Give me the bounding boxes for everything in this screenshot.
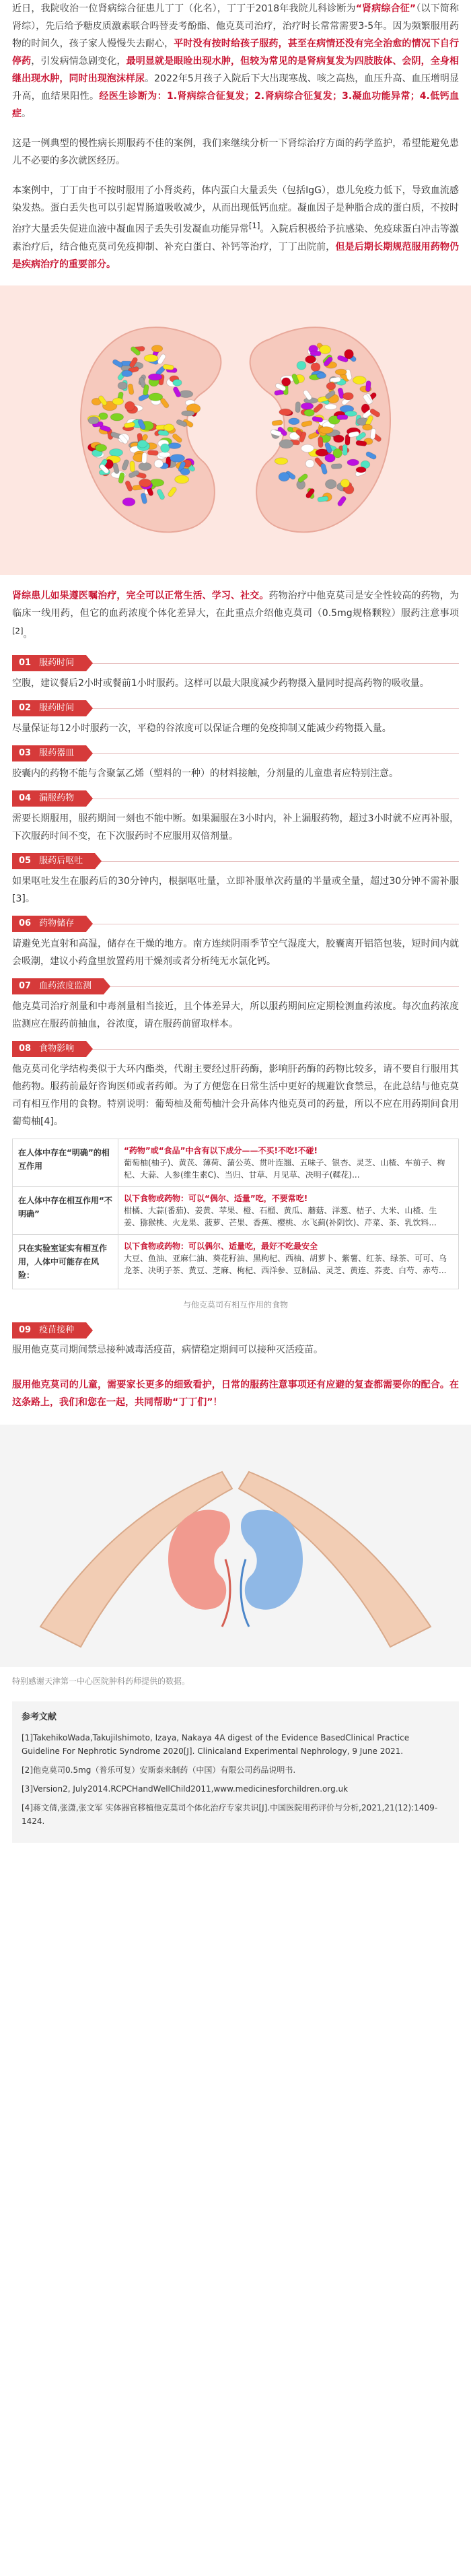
pill-icon — [295, 401, 301, 412]
pill-icon — [317, 372, 326, 378]
section-item — [12, 853, 459, 908]
section-title: 服药时间 — [39, 658, 75, 669]
pill-icon — [279, 439, 293, 448]
table-row-items: 柑橘、大蒜(番茄)、姜黄、苹果、橙、石榴、黄瓜、蘑菇、洋葱、桔子、大米、山楂、生姜、猕猴桃、火龙果、菠萝、芒果、香蕉、樱桃、水飞蓟(补阴饮)、芹菜、茶、乳饮料... — [124, 1206, 437, 1228]
pill-icon — [334, 435, 345, 442]
pill-icon — [138, 440, 147, 447]
references-box — [12, 1701, 459, 1843]
pill-icon — [125, 401, 135, 411]
table-row-content — [118, 1235, 458, 1289]
pill-icon — [365, 380, 371, 392]
section-body: 需要长期服用，服药期间一刻也不能中断。如果漏服在3小时内，补上漏服药物，超过3小时就不应再补服，下次服药时间不变，在下次服药时不应服用双倍剂量。 — [12, 813, 459, 842]
pill-icon — [139, 463, 151, 471]
section-body: 尽量保证每12小时服药一次，平稳的谷浓度可以保证合理的免疫抑制又能减少药物摄入量。 — [12, 723, 392, 735]
section-title: 血药浓度监测 — [39, 981, 92, 992]
pill-icon — [333, 448, 342, 458]
intro-text: 本案例中，丁丁由于不按时服用了小肾炎药，体内蛋白大量丢失（包括IgG），患儿免疫力低下，导致血流感染发热。蛋白丢失也可以引起胃肠道吸收减少，从而出现低钙血症。凝血因子是种脂合成的蛋白质，不按时治疗大量丢失促进血液中凝血因子丢失引发凝血功能异常 — [12, 185, 459, 235]
pill-icon — [118, 382, 127, 389]
section-tag — [12, 700, 86, 716]
pill-icon — [347, 459, 359, 466]
pill-icon — [96, 444, 107, 452]
table-row — [13, 1139, 458, 1187]
table-row-label: 只在实验室证实有相互作用，人体中可能存在风险： — [13, 1235, 118, 1289]
section-title: 服药器皿 — [39, 748, 75, 759]
section-title: 药物储存 — [39, 918, 75, 929]
pill-icon — [279, 472, 289, 481]
section-number: 04 — [19, 793, 32, 804]
section-tag — [12, 978, 104, 994]
section-tag — [12, 790, 86, 807]
table-row — [13, 1187, 458, 1235]
pill-icon — [122, 498, 135, 506]
reference-item: [2]他克莫司0.5mg（普乐可复）安斯泰来制药（中国）有限公司药品说明书. — [22, 1765, 296, 1775]
table-row-label: 在人体中存在“明确”的相互作用 — [13, 1139, 118, 1186]
table-row — [13, 1235, 458, 1289]
pill-icon — [180, 468, 190, 475]
intro-paragraph-2: 这是一例典型的慢性病长期服药不佳的案例，我们来继续分析一下肾综治疗方面的药学监护，希望能避免患儿不必要的多次就医经历。 — [12, 138, 459, 166]
pill-icon — [311, 362, 320, 371]
pill-icon — [342, 444, 347, 455]
intro-text: （以下简称肾综），先后给予糖皮质激素联合吗替麦考酚酯、他克莫司治疗，治疗时长常常需要3-5年。因为频繁服用药物的时间久，孩子家人慢慢失去耐心， — [12, 3, 460, 49]
table-row-items: 葡萄柚(柚子)、黄芪、薄荷、蒲公英、贯叶连翘、五味子、银杏、灵芝、山楂、车前子、枸杞、大蒜、人参(维生素C)、当归、甘草、月见草、决明子(鞣花)... — [124, 1158, 445, 1180]
section-item — [12, 978, 459, 1033]
pill-icon — [335, 369, 347, 375]
pill-icon — [305, 355, 316, 363]
kidney-pills-illustration — [0, 285, 471, 575]
section-body: 空腹，建议餐后2小时或餐前1小时服药。这样可以最大限度减少药物摄入量同时提高药物的吸收量。 — [12, 678, 429, 689]
intro-text: 。 — [23, 629, 33, 640]
pill-icon — [179, 391, 193, 398]
pill-icon — [279, 409, 292, 415]
pill-icon — [337, 415, 348, 419]
intro-text: 。 — [22, 108, 31, 119]
table-row-items: 大豆、鱼油、亚麻仁油、葵花籽油、黑枸杞、西柚、胡萝卜、紫薯、红茶、绿茶、可可、乌龙茶、决明子茶、黄豆、芝麻、枸杞、西洋参、豆制品、灵芝、黄连、荞麦、白芍、赤芍... — [124, 1254, 447, 1276]
kidney-pills-svg — [0, 285, 471, 575]
diagnosis-list-highlight: 经医生诊断为：1.肾病综合征复发；2.肾病综合征复发；3.凝血功能异常；4.低钙血症 — [12, 91, 459, 119]
section-item — [12, 700, 459, 737]
pill-icon — [301, 403, 313, 409]
pill-icon — [110, 448, 123, 456]
reassurance-highlight: 肾综患儿如果遵医嘱治疗，完全可以正常生活、学习、社交。 — [12, 590, 269, 601]
pill-icon — [345, 349, 354, 359]
pill-icon — [282, 378, 291, 386]
pill-icon — [289, 418, 299, 425]
intro-text: ，引发病情急剧变化， — [31, 56, 126, 67]
reference-item: [3]Version2, July2014.RCPCHandWellChild2011,www.medicinesforchildren.org.uk — [22, 1784, 349, 1794]
pill-icon — [147, 450, 158, 455]
citation: [2] — [12, 625, 24, 636]
pill-icon — [305, 459, 314, 467]
pill-icon — [301, 444, 314, 452]
section-body: 请避免光直射和高温，储存在干燥的地方。南方连续阴雨季节空气湿度大，胶囊离开铝箔包装，短时间内就会吸潮，建议小药盒里放置药用干燥剂或者分析纯无水氯化钙。 — [12, 939, 459, 968]
section-number: 08 — [19, 1044, 32, 1054]
pill-icon — [161, 444, 170, 452]
section-item — [12, 655, 459, 692]
pill-icon — [325, 479, 336, 489]
pill-icon — [148, 374, 161, 380]
references-title: 参考文献 — [22, 1712, 57, 1723]
pill-icon — [325, 404, 337, 410]
pill-icon — [182, 410, 195, 415]
section-number: 01 — [19, 658, 32, 669]
intro-text: 近日，我院收治一位肾病综合征患儿丁丁（化名），丁丁于2018年我院儿科诊断为 — [12, 3, 356, 14]
diagnosis-highlight: “肾病综合征” — [355, 3, 416, 14]
section-tag — [12, 916, 86, 932]
closing-paragraph — [0, 1376, 471, 1411]
section-number: 07 — [19, 981, 32, 992]
reference-item: [1]TakehikoWada,TakujiIshimoto, Izaya, Nakaya 4A digest of the Evidence BasedClinical Practice Guideline For Nephrotic Syndrome 2020[J]. Clinicaland Experimental Nephrology, 9 June 2021. — [22, 1733, 410, 1757]
pill-icon — [142, 452, 147, 463]
key-conclusion-highlight: 但是后期长期规范服用药物仍是疾病治疗的重要部分。 — [12, 241, 460, 270]
section-number: 03 — [19, 748, 32, 759]
section-item — [12, 790, 459, 845]
pill-icon — [154, 459, 163, 467]
pill-icon — [112, 398, 123, 405]
pill-icon — [353, 376, 366, 384]
section-title: 漏服药物 — [39, 793, 75, 804]
section-number: 05 — [19, 856, 32, 867]
pill-icon — [164, 423, 174, 431]
hands-kidney-svg — [0, 1425, 471, 1667]
section-body: 如果呕吐发生在服药后的30分钟内，根据呕吐量，立即补服单次药量的半量或全量，超过30分钟不需补服[3]。 — [12, 876, 459, 905]
table-caption: 与他克莫司有相互作用的食物 — [182, 1300, 288, 1310]
pill-icon — [173, 379, 182, 386]
section-number: 09 — [19, 1325, 32, 1336]
pill-icon — [139, 479, 151, 487]
pill-icon — [340, 479, 349, 487]
food-interaction-table — [12, 1139, 459, 1289]
pill-icon — [272, 419, 283, 426]
key-issue-highlight: 平时没有按时给孩子服药，甚至在病情还没有完全治愈的情况下自行停药 — [12, 38, 459, 67]
section-item — [12, 745, 459, 782]
pill-icon — [88, 416, 99, 423]
pill-icon — [326, 382, 336, 390]
table-row-label: 在人体中存在相互作用“不明确” — [13, 1187, 118, 1234]
table-row-content — [118, 1139, 458, 1186]
pill-icon — [163, 364, 174, 370]
pill-icon — [363, 424, 373, 430]
section-title: 服药后呕吐 — [39, 856, 83, 867]
section-body: 他克莫司化学结构类似于大环内酯类，代谢主要经过肝药酶，影响肝药酶的药物比较多，请不要自行服用其他药物。服药前最好咨询医师或者药师。为了方便您在日常生活中更好的规避饮食禁忌，在此总结与他克莫司有相互作用的食物。特别说明：葡萄柚及葡萄柚汁会升高体内他克莫司的药量，所以不应在用药期间食用葡萄柚[4]。 — [12, 1064, 459, 1128]
pill-icon — [356, 467, 366, 472]
intro-text: 。2022年5月孩子入院后下大出现寒战、咳之高热，血压升高、血压增明显升高，血结果阳性。 — [12, 73, 459, 102]
pill-icon — [318, 436, 323, 447]
pill-icon — [110, 413, 123, 421]
pill-icon — [170, 454, 185, 462]
section-tag — [12, 853, 95, 869]
pill-icon — [130, 461, 135, 471]
pill-icon — [319, 426, 333, 433]
pill-icon — [275, 457, 288, 464]
section-title: 服药时间 — [39, 703, 75, 714]
section-number: 06 — [19, 918, 32, 929]
closing-text: 服用他克莫司的儿童，需要家长更多的细致看护，日常的服药注意事项还有应避的复查都需要你的配合。在这条路上，我们和您在一起，共同帮助“丁丁们”！ — [12, 1380, 459, 1409]
table-row-warning: “药物”或“食品”中含有以下成分——不买!不吃!不碰! — [124, 1146, 318, 1156]
pill-icon — [331, 463, 342, 469]
table-row-warning: 以下食物或药物：可以“偶尔、适量”吃，不要常吃! — [124, 1194, 308, 1204]
section-tag — [12, 655, 86, 671]
pill-icon — [175, 475, 189, 483]
pill-icon — [310, 351, 321, 356]
intro-paragraph-1 — [0, 0, 471, 123]
pill-icon — [144, 354, 158, 362]
section-tag — [12, 1322, 86, 1338]
hands-kidney-illustration — [0, 1425, 471, 1667]
section-body: 服用他克莫司期间禁忌接种减毒活疫苗，病情稳定期间可以接种灭活疫苗。 — [12, 1345, 323, 1356]
pill-icon — [343, 393, 354, 400]
pill-icon — [297, 361, 306, 370]
reference-item: [4]蒋文倩,张潇,张文军 实体器官移植他克莫司个体化治疗专家共识[J].中国医院用药评价与分析,2021,21(12):1409-1424. — [22, 1803, 438, 1827]
section-title: 疫苗接种 — [39, 1325, 75, 1336]
section-title: 食物影响 — [39, 1044, 75, 1054]
pill-icon — [304, 409, 314, 416]
section-tag — [12, 1041, 86, 1057]
pill-icon — [151, 345, 162, 351]
pill-icon — [122, 370, 133, 377]
section-vaccination — [12, 1322, 459, 1359]
table-row-content — [118, 1187, 458, 1234]
pill-icon — [356, 440, 367, 446]
section-body: 他克莫司治疗剂量和中毒剂量相当接近，且个体差异大，所以服药期间应定期检测血药浓度。每次血药浓度监测应在服药前抽血，谷浓度，请在服药前留取样本。 — [12, 1001, 459, 1030]
intro-text: 药物治疗中他克莫司是安全性较高的药物，为临床一线用药，但它的血药浓度个体化差异大，在此重点介绍他克莫司（0.5mg规格颗粒）服药注意事项 — [12, 590, 460, 619]
intro-paragraph-4 — [0, 587, 471, 644]
citation: [1] — [248, 221, 260, 230]
section-item — [12, 916, 459, 970]
table-row-warning: 以下食物或药物：可以偶尔、适量吃，最好不吃最安全 — [124, 1242, 318, 1252]
symptom-highlight: 最明显就是眼睑出现水肿，但较为常见的是肾病复发为四肢肢体、会阴，全身相继出现水肿，同时出现泡沫样尿 — [12, 56, 460, 84]
section-number: 02 — [19, 703, 32, 714]
section-item — [12, 1041, 459, 1130]
intro-text: 。入院后积极给予抗感染、免疫球蛋白冲击等激素治疗后，结合他克莫司免疫抑制、补充白蛋白、补钙等治疗，丁丁出院前， — [12, 224, 460, 252]
section-tag — [12, 745, 86, 761]
acknowledgement-note: 特别感谢天津第一中心医院肿科药师提供的数据。 — [12, 1676, 190, 1687]
intro-paragraph-3 — [0, 182, 471, 273]
section-body: 胶囊内的药物不能与含聚氯乙烯（塑料的一种）的材料接触，分剂量的儿童患者应特别注意。 — [12, 768, 398, 780]
